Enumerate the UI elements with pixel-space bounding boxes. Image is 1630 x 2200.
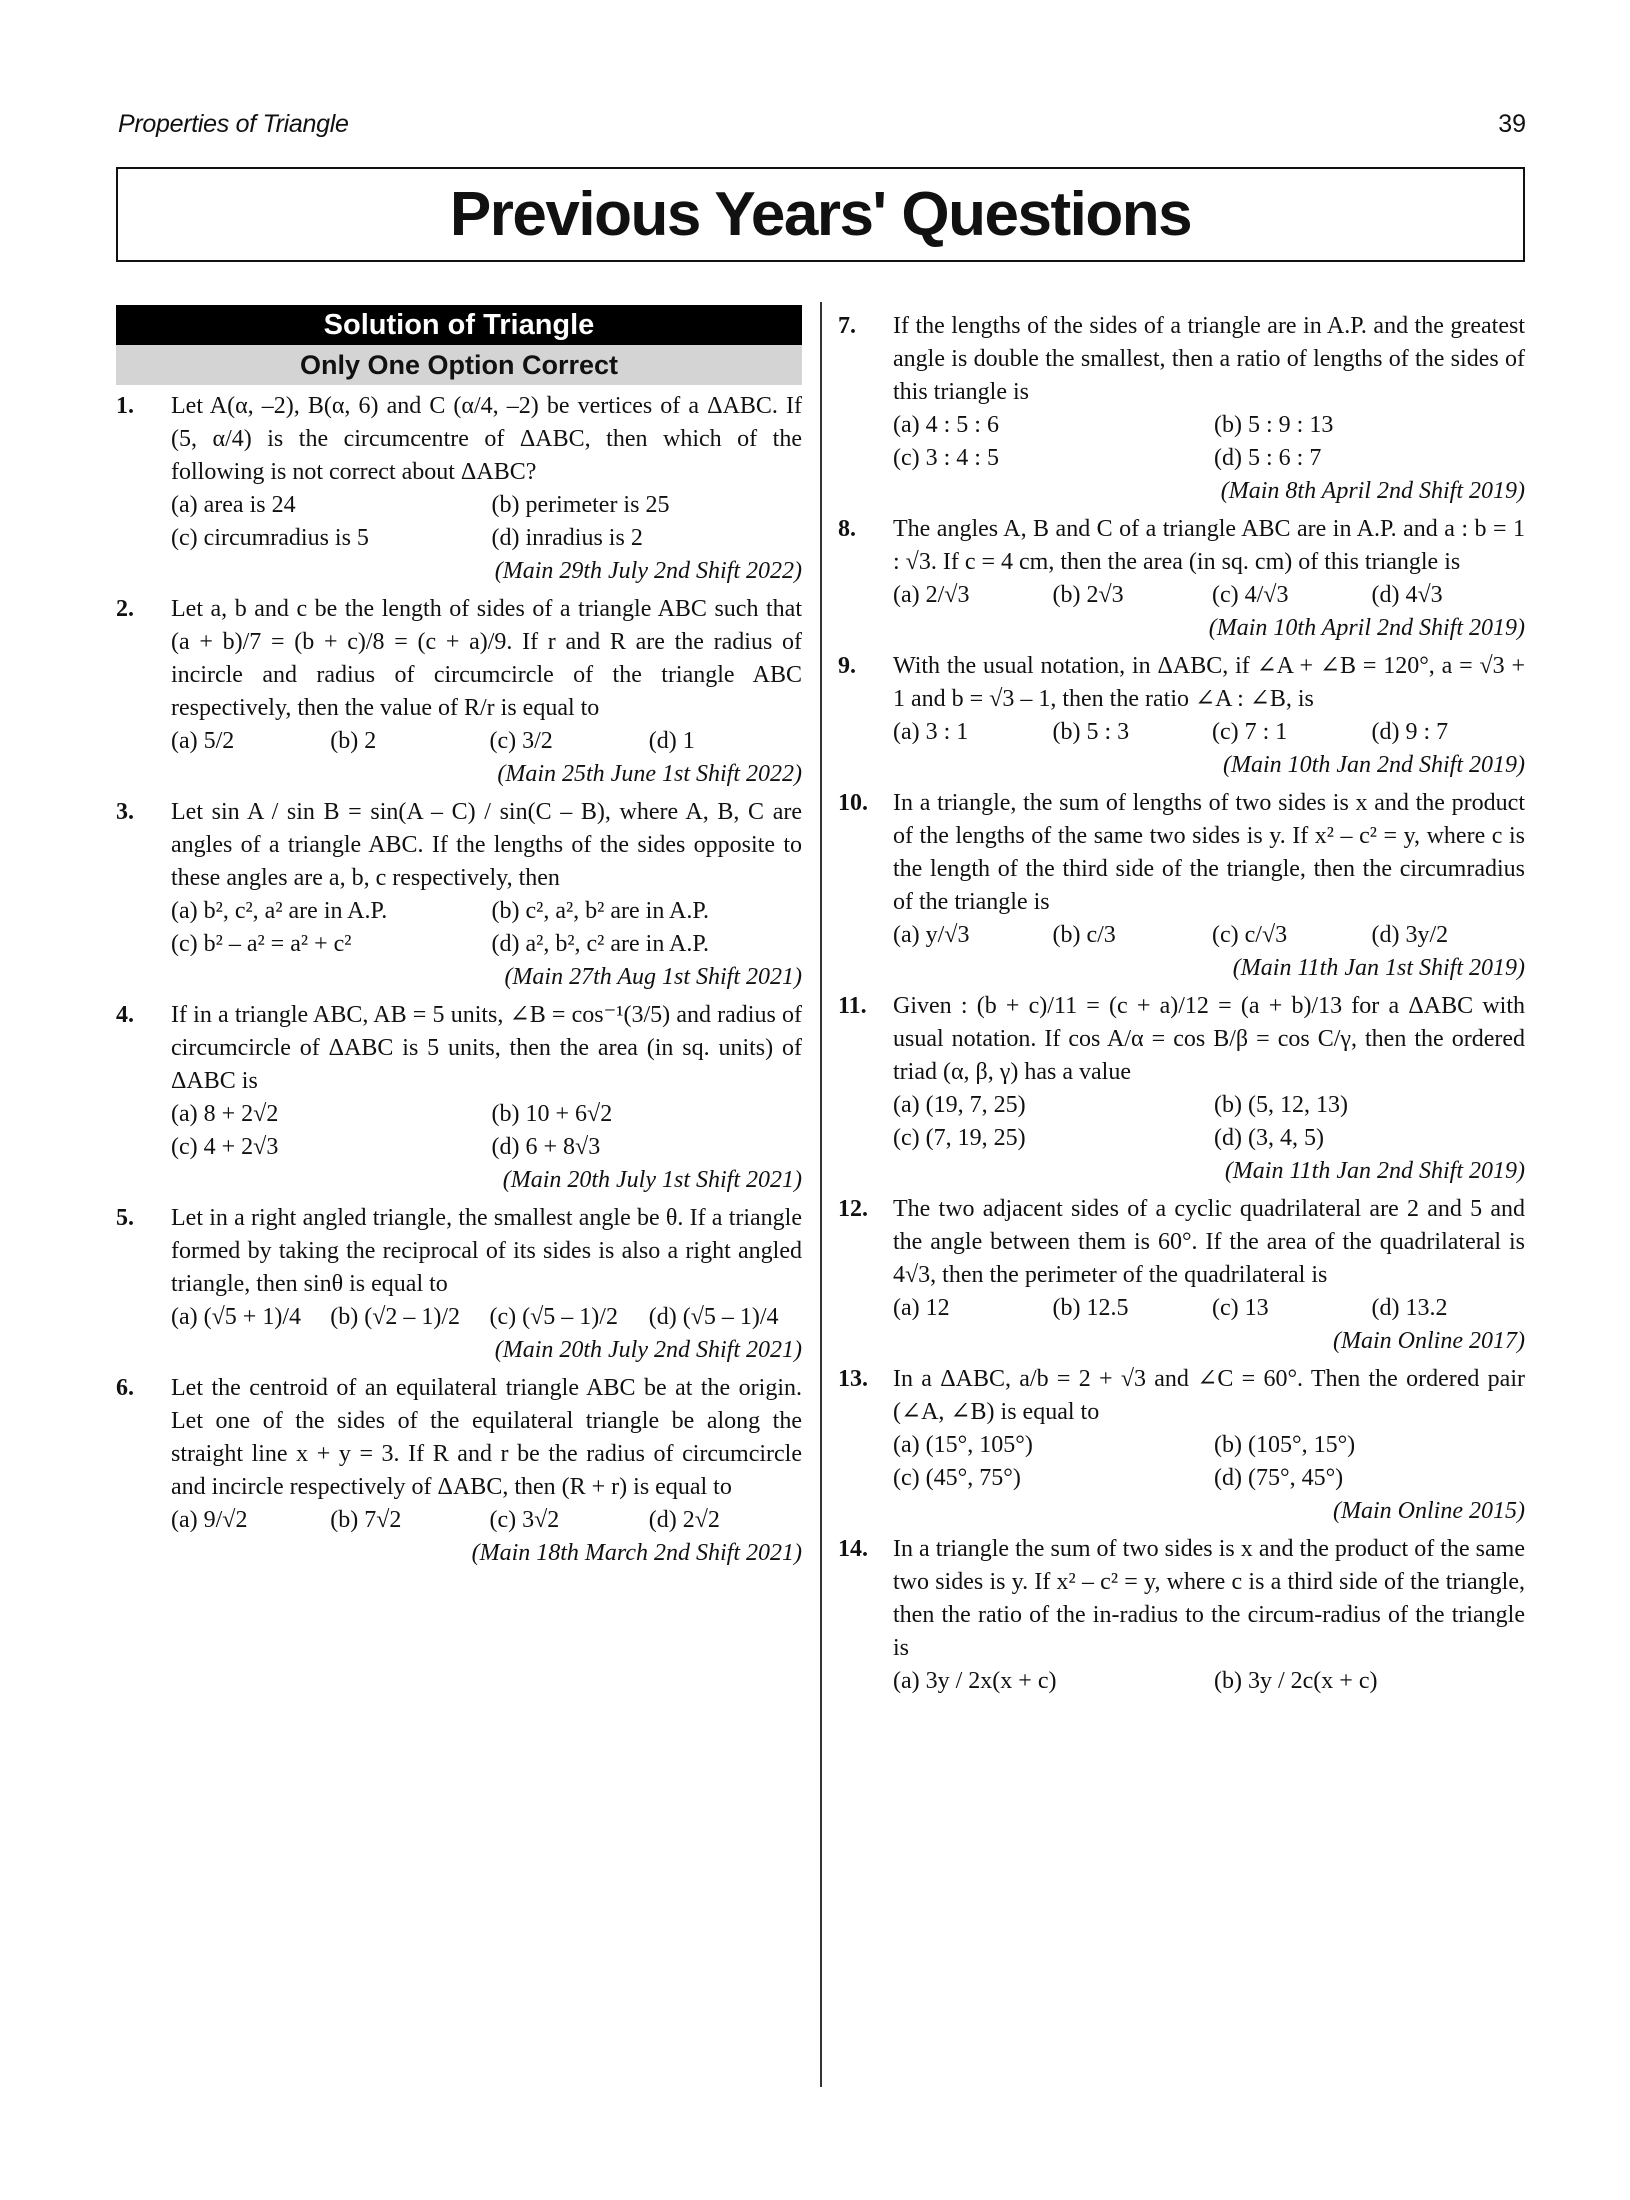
option-c: (c) 3√2 <box>489 1507 560 1533</box>
question-number: 6. <box>116 1375 134 1401</box>
question-text: Let sin A / sin B = sin(A – C) / sin(C – B), where A, B, C are angles of a triangle ABC. If the lengths of the sides opposite to these angles are a, b, c respectively, then <box>171 799 802 891</box>
option-a: (a) 9/√2 <box>171 1507 248 1533</box>
option-b: (b) 12.5 <box>1052 1295 1129 1321</box>
option-c: (c) b² – a² = a² + c² <box>171 931 352 957</box>
question-text: With the usual notation, in ΔABC, if ∠A + ∠B = 120°, a = √3 + 1 and b = √3 – 1, then the ratio ∠A : ∠B, is <box>893 653 1525 712</box>
column-divider <box>820 302 822 2087</box>
option-b: (b) 2√3 <box>1052 582 1124 608</box>
question-text: Let the centroid of an equilateral triangle ABC be at the origin. Let one of the sides of the equilateral triangle be along the straight line x + y = 3. If R and r be the radius of circumcircle and incircle respectively of ΔABC, then (R + r) is equal to <box>171 1375 802 1500</box>
option-c: (c) (7, 19, 25) <box>893 1125 1026 1151</box>
option-b: (b) (√2 – 1)/2 <box>330 1304 461 1330</box>
question-source: (Main 10th Jan 2nd Shift 2019) <box>1223 752 1525 778</box>
question-source: (Main 11th Jan 1st Shift 2019) <box>1232 955 1525 981</box>
page-number: 39 <box>1498 110 1526 138</box>
question-10 <box>838 787 1525 985</box>
options <box>171 1098 802 1164</box>
option-d: (d) 9 : 7 <box>1371 719 1449 745</box>
question-13 <box>838 1363 1525 1528</box>
options <box>171 1504 802 1537</box>
option-b: (b) c/3 <box>1052 922 1116 948</box>
option-d: (d) 1 <box>648 728 695 754</box>
question-source: (Main 18th March 2nd Shift 2021) <box>471 1540 802 1566</box>
question-text: In a triangle the sum of two sides is x and the product of the same two sides is y. If x² – c² = y, where c is a third side of the triangle, then the ratio of the in-radius to the circum-radius of the triangle is <box>893 1536 1525 1661</box>
options <box>893 1292 1525 1325</box>
question-number: 11. <box>838 993 867 1019</box>
question-number: 12. <box>838 1196 868 1222</box>
option-c: (c) (45°, 75°) <box>893 1465 1021 1491</box>
option-c: (c) circumradius is 5 <box>171 525 369 551</box>
option-a: (a) 3 : 1 <box>893 719 969 745</box>
options <box>893 919 1525 952</box>
left-column <box>116 305 802 1570</box>
question-number: 10. <box>838 790 868 816</box>
options <box>171 1301 802 1334</box>
section-heading: Solution of Triangle <box>116 305 802 345</box>
question-text: Given : (b + c)/11 = (c + a)/12 = (a + b)/13 for a ΔABC with usual notation. If cos A/α = cos B/β = cos C/γ, then the ordered triad (α, β, γ) has a value <box>893 993 1525 1085</box>
options <box>171 895 802 961</box>
option-a: (a) 3y / 2x(x + c) <box>893 1668 1057 1694</box>
question-number: 3. <box>116 799 134 825</box>
question-number: 2. <box>116 596 134 622</box>
option-d: (d) 5 : 6 : 7 <box>1214 445 1322 471</box>
option-a: (a) 4 : 5 : 6 <box>893 412 999 438</box>
option-b: (b) (105°, 15°) <box>1214 1432 1356 1458</box>
question-14 <box>838 1533 1525 1698</box>
option-c: (c) (√5 – 1)/2 <box>489 1304 618 1330</box>
options <box>893 409 1525 475</box>
options <box>893 1089 1525 1155</box>
option-a: (a) (√5 + 1)/4 <box>171 1304 301 1330</box>
question-number: 5. <box>116 1205 134 1231</box>
question-source: (Main Online 2015) <box>1333 1498 1525 1524</box>
question-number: 1. <box>116 393 134 419</box>
options <box>893 1429 1525 1495</box>
question-text: If the lengths of the sides of a triangle are in A.P. and the greatest angle is double the smallest, then a ratio of lengths of the sides of this triangle is <box>893 313 1525 405</box>
options <box>893 579 1525 612</box>
option-a: (a) (15°, 105°) <box>893 1432 1033 1458</box>
option-b: (b) 5 : 3 <box>1052 719 1130 745</box>
options <box>893 716 1525 749</box>
option-d: (d) 3y/2 <box>1371 922 1449 948</box>
right-column <box>838 305 1525 1698</box>
question-source: (Main 11th Jan 2nd Shift 2019) <box>1224 1158 1525 1184</box>
option-d: (d) inradius is 2 <box>491 525 643 551</box>
option-d: (d) (75°, 45°) <box>1214 1465 1344 1491</box>
question-text: Let a, b and c be the length of sides of a triangle ABC such that (a + b)/7 = (b + c)/8 = (c + a)/9. If r and R are the radius of incircle and radius of circumcircle of the triangle ABC respectively, then the value of R/r is equal to <box>171 596 802 721</box>
question-text: If in a triangle ABC, AB = 5 units, ∠B = cos⁻¹(3/5) and radius of circumcircle of ΔABC is 5 units, then the area (in sq. units) of ΔABC is <box>171 1002 802 1094</box>
option-d: (d) a², b², c² are in A.P. <box>491 931 710 957</box>
question-text: In a ΔABC, a/b = 2 + √3 and ∠C = 60°. Then the ordered pair (∠A, ∠B) is equal to <box>893 1366 1525 1425</box>
question-number: 4. <box>116 1002 134 1028</box>
option-c: (c) c/√3 <box>1212 922 1288 948</box>
option-b: (b) 10 + 6√2 <box>491 1101 613 1127</box>
question-text: Let A(α, –2), B(α, 6) and C (α/4, –2) be vertices of a ΔABC. If (5, α/4) is the circumcentre of ΔABC, then which of the following is not correct about ΔABC? <box>171 393 802 485</box>
option-b: (b) 7√2 <box>330 1507 402 1533</box>
question-6 <box>116 1372 802 1570</box>
option-b: (b) c², a², b² are in A.P. <box>491 898 710 924</box>
question-source: (Main 25th June 1st Shift 2022) <box>497 761 802 787</box>
option-c: (c) 4 + 2√3 <box>171 1134 279 1160</box>
question-9 <box>838 650 1525 782</box>
option-b: (b) 2 <box>330 728 377 754</box>
question-12 <box>838 1193 1525 1358</box>
question-8 <box>838 513 1525 645</box>
question-4 <box>116 999 802 1197</box>
question-number: 13. <box>838 1366 868 1392</box>
option-b: (b) 5 : 9 : 13 <box>1214 412 1334 438</box>
option-d: (d) (√5 – 1)/4 <box>648 1304 779 1330</box>
option-a: (a) 8 + 2√2 <box>171 1101 279 1127</box>
question-text: The two adjacent sides of a cyclic quadrilateral are 2 and 5 and the angle between them is 60°. If the area of the quadrilateral is 4√3, then the perimeter of the quadrilateral is <box>893 1196 1525 1288</box>
option-b: (b) 3y / 2c(x + c) <box>1214 1668 1378 1694</box>
question-source: (Main 27th Aug 1st Shift 2021) <box>504 964 802 990</box>
option-d: (d) 2√2 <box>648 1507 720 1533</box>
question-7 <box>838 310 1525 508</box>
question-5 <box>116 1202 802 1367</box>
option-d: (d) 13.2 <box>1371 1295 1448 1321</box>
option-d: (d) (3, 4, 5) <box>1214 1125 1324 1151</box>
options <box>171 725 802 758</box>
title-box <box>116 167 1525 262</box>
chapter-title: Properties of Triangle <box>118 110 349 138</box>
question-text: Let in a right angled triangle, the smallest angle be θ. If a triangle formed by taking the reciprocal of its sides is also a right angled triangle, then sinθ is equal to <box>171 1205 802 1297</box>
option-a: (a) area is 24 <box>171 492 296 518</box>
option-a: (a) 2/√3 <box>893 582 970 608</box>
options <box>171 489 802 555</box>
option-c: (c) 3/2 <box>489 728 553 754</box>
option-b: (b) perimeter is 25 <box>491 492 670 518</box>
question-2 <box>116 593 802 791</box>
option-a: (a) 12 <box>893 1295 950 1321</box>
option-c: (c) 13 <box>1212 1295 1269 1321</box>
question-11 <box>838 990 1525 1188</box>
option-a: (a) b², c², a² are in A.P. <box>171 898 388 924</box>
question-source: (Main 29th July 2nd Shift 2022) <box>494 558 802 584</box>
option-a: (a) y/√3 <box>893 922 970 948</box>
question-number: 9. <box>838 653 856 679</box>
question-number: 7. <box>838 313 856 339</box>
question-source: (Main 8th April 2nd Shift 2019) <box>1220 478 1525 504</box>
question-source: (Main 20th July 1st Shift 2021) <box>502 1167 802 1193</box>
option-d: (d) 4√3 <box>1371 582 1443 608</box>
question-1 <box>116 390 802 588</box>
option-c: (c) 3 : 4 : 5 <box>893 445 999 471</box>
option-a: (a) 5/2 <box>171 728 235 754</box>
option-c: (c) 7 : 1 <box>1212 719 1288 745</box>
question-text: In a triangle, the sum of lengths of two sides is x and the product of the lengths of the same two sides is y. If x² – c² = y, where c is the length of the third side of the triangle, then the circumradius of the triangle is <box>893 790 1525 915</box>
question-source: (Main 20th July 2nd Shift 2021) <box>494 1337 802 1363</box>
page-title: Previous Years' Questions <box>449 180 1192 249</box>
section-subheading: Only One Option Correct <box>116 345 802 385</box>
question-3 <box>116 796 802 994</box>
question-source: (Main Online 2017) <box>1333 1328 1525 1354</box>
option-d: (d) 6 + 8√3 <box>491 1134 601 1160</box>
option-b: (b) (5, 12, 13) <box>1214 1092 1348 1118</box>
question-source: (Main 10th April 2nd Shift 2019) <box>1208 615 1525 641</box>
question-text: The angles A, B and C of a triangle ABC are in A.P. and a : b = 1 : √3. If c = 4 cm, then the area (in sq. cm) of this triangle is <box>893 516 1525 575</box>
options <box>893 1665 1525 1698</box>
option-c: (c) 4/√3 <box>1212 582 1289 608</box>
question-number: 14. <box>838 1536 868 1562</box>
question-number: 8. <box>838 516 856 542</box>
option-a: (a) (19, 7, 25) <box>893 1092 1026 1118</box>
